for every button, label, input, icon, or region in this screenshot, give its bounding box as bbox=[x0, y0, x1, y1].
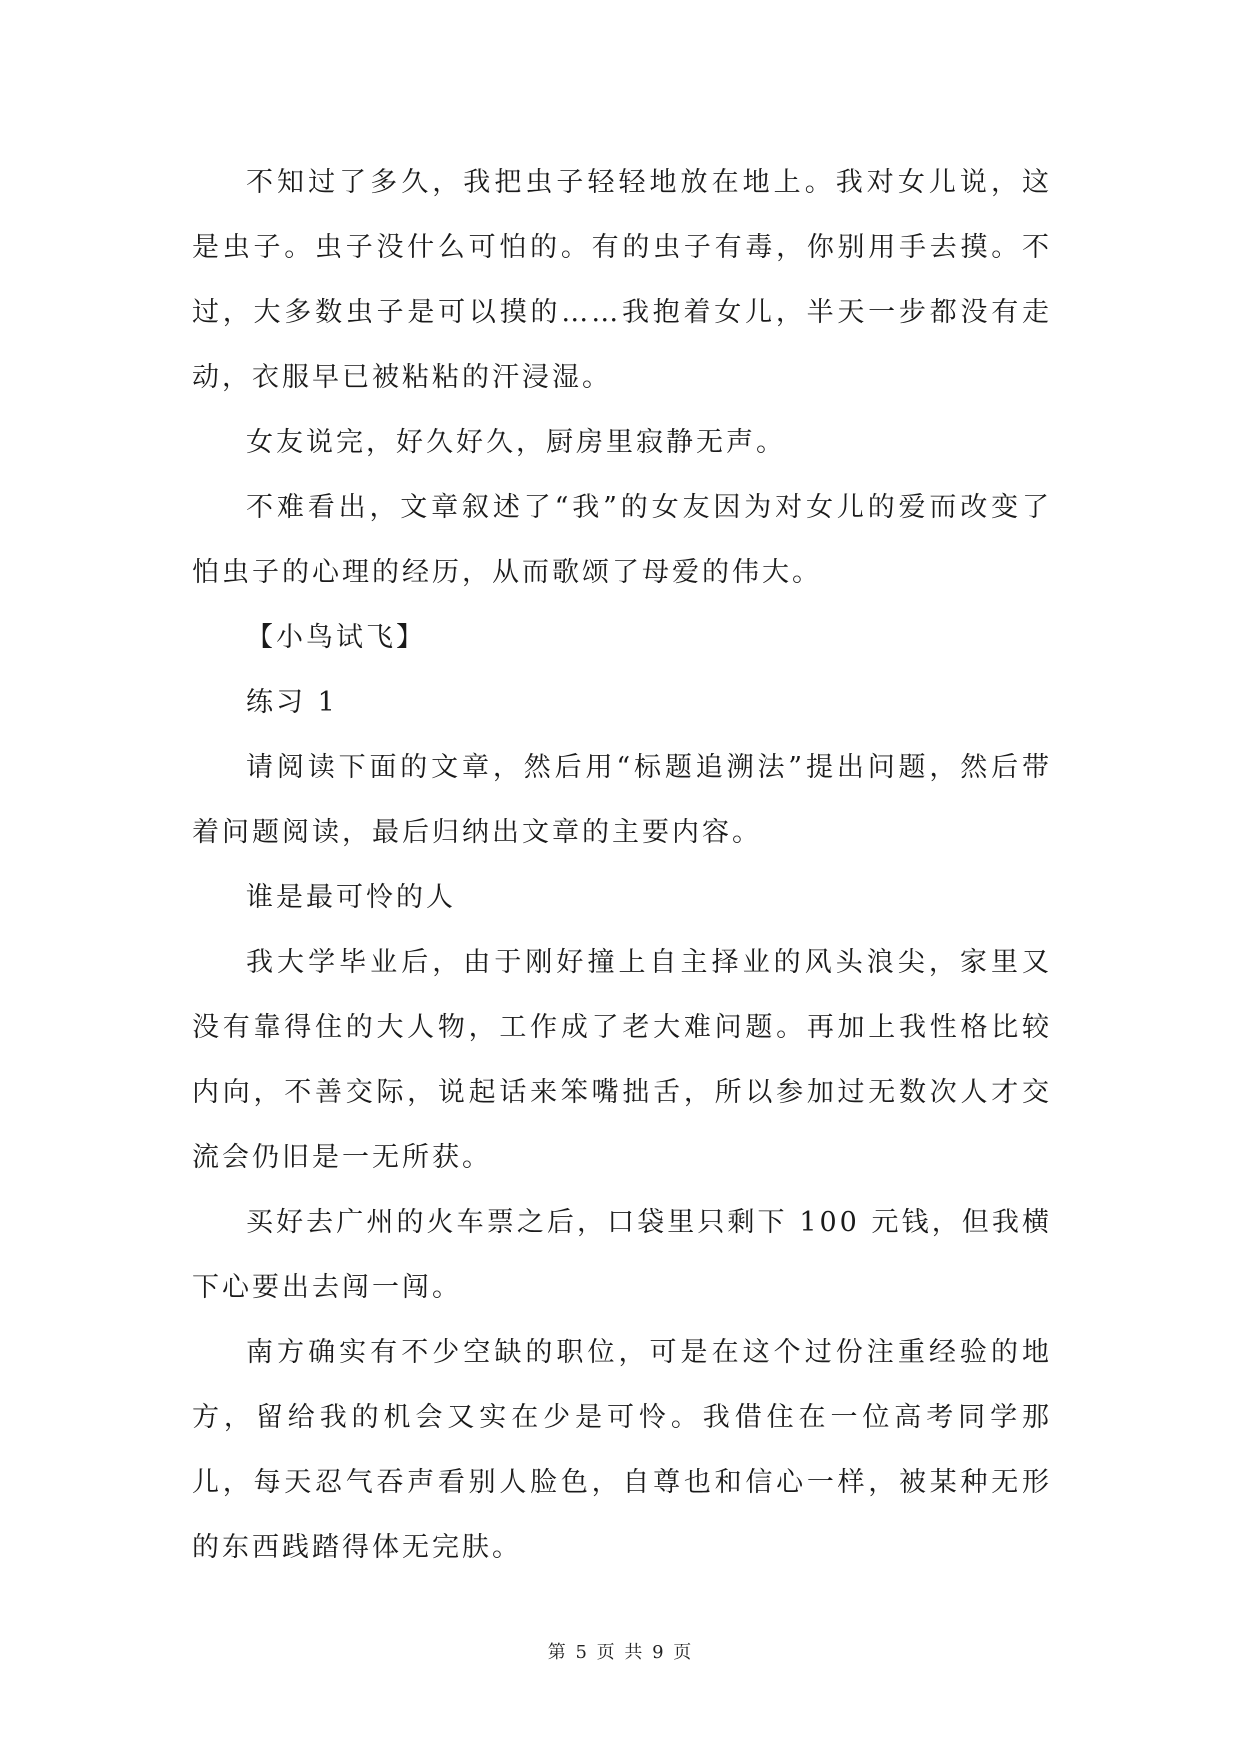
page-footer: 第 5 页 共 9 页 bbox=[547, 1642, 694, 1663]
paragraph-6: 南方确实有不少空缺的职位，可是在这个过份注重经验的地方，留给我的机会又实在少是可怜。我借住在一位高考同学那儿，每天忍气吞声看别人脸色，自尊也和信心一样，被某种无形的东西践踏得体无完肤。 bbox=[192, 1337, 1052, 1563]
paragraph-1: 不知过了多久，我把虫子轻轻地放在地上。我对女儿说，这是虫子。虫子没什么可怕的。有的虫子有毒，你别用手去摸。不过，大多数虫子是可以摸的……我抱着女儿，半天一步都没有走动，衣服早已被粘粘的汗浸湿。 bbox=[192, 167, 1052, 393]
paragraph-5: 买好去广州的火车票之后，口袋里只剩下 100 元钱，但我横下心要出去闯一闯。 bbox=[192, 1207, 1052, 1303]
paragraph-2: 女友说完，好久好久，厨房里寂静无声。 bbox=[246, 427, 786, 458]
article-title: 谁是最可怜的人 bbox=[246, 882, 456, 913]
paragraph-3: 不难看出，文章叙述了“我”的女友因为对女儿的爱而改变了怕虫子的心理的经历，从而歌颂了母爱的伟大。 bbox=[192, 492, 1052, 588]
exercise-label: 练习 1 bbox=[246, 687, 338, 718]
paragraph-instructions: 请阅读下面的文章，然后用“标题追溯法”提出问题，然后带着问题阅读，最后归纳出文章的主要内容。 bbox=[192, 752, 1052, 848]
document-body bbox=[192, 150, 1052, 1580]
paragraph-4: 我大学毕业后，由于刚好撞上自主择业的风头浪尖，家里又没有靠得住的大人物，工作成了老大难问题。再加上我性格比较内向，不善交际，说起话来笨嘴拙舌，所以参加过无数次人才交流会仍旧是一无所获。 bbox=[192, 947, 1052, 1173]
section-heading: 【小鸟试飞】 bbox=[246, 622, 426, 653]
